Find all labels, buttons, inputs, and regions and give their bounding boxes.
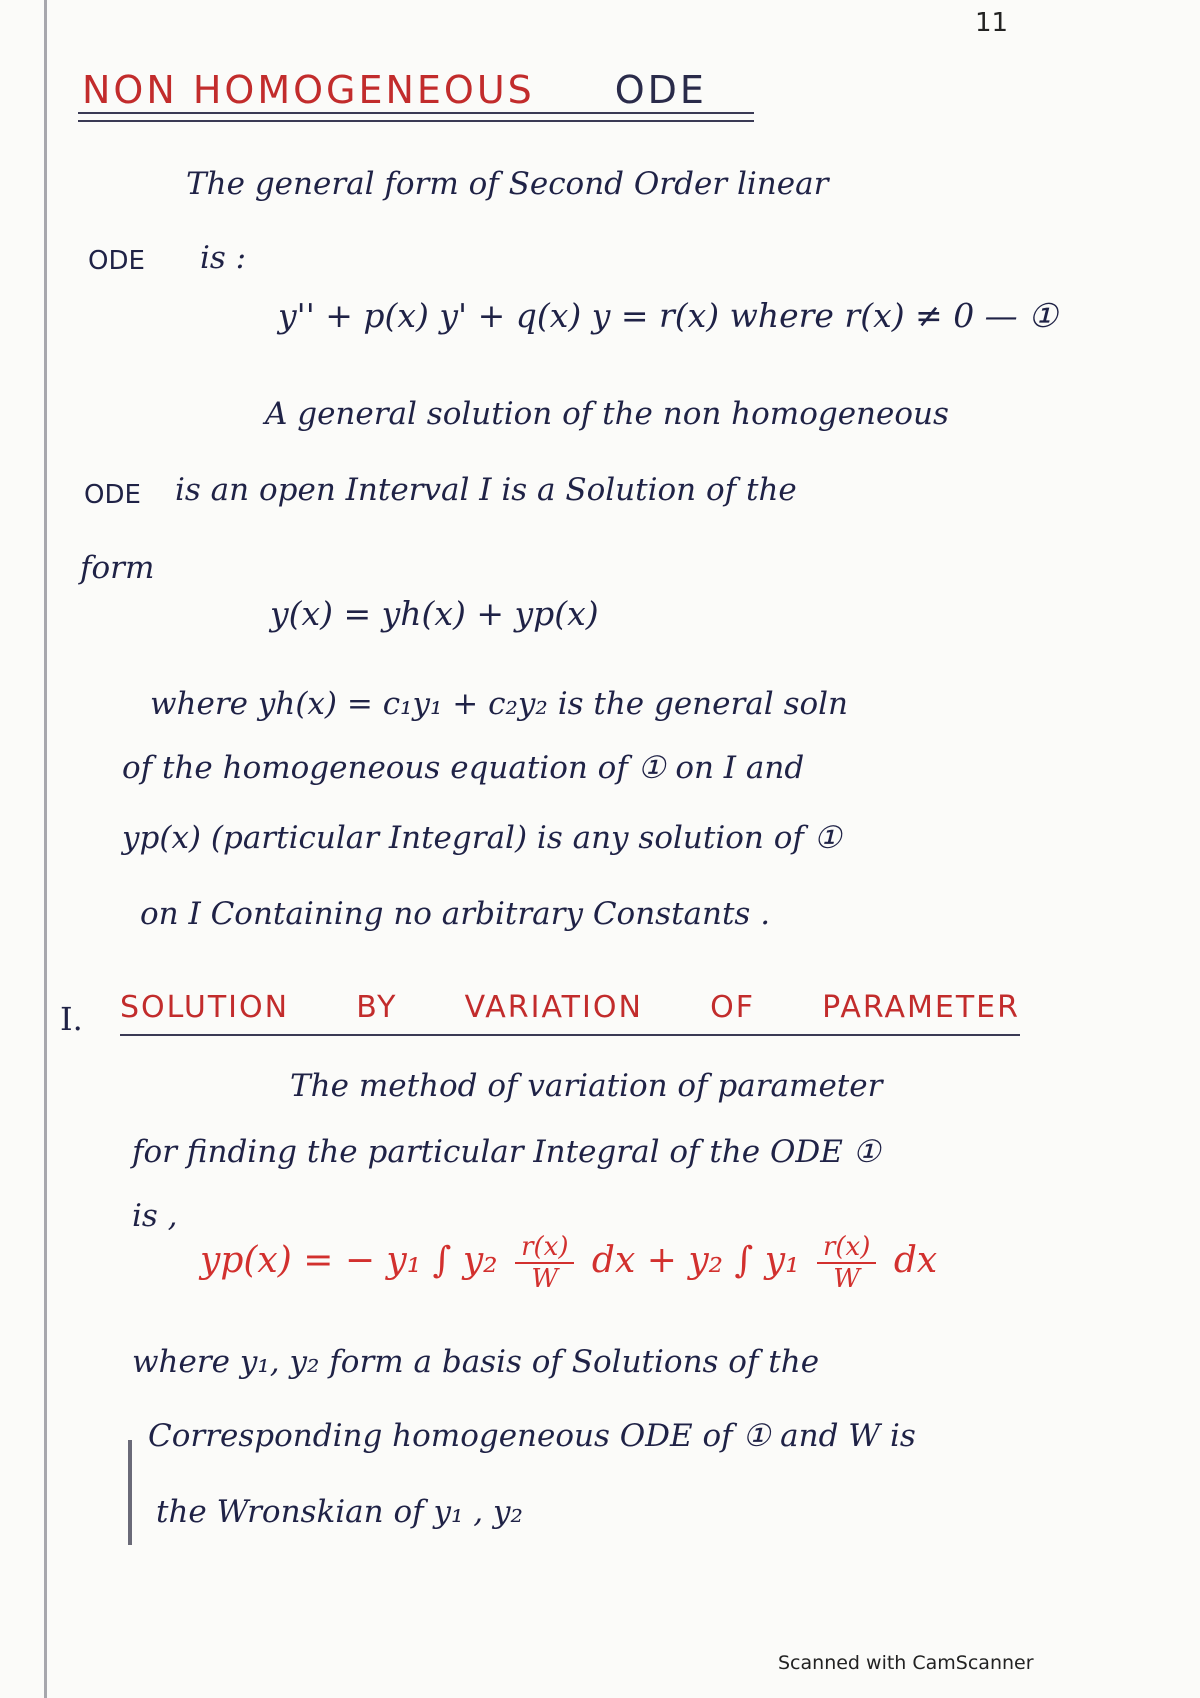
general-solution-equation: y(x) = yh(x) + yp(x) bbox=[270, 594, 599, 633]
method-line-2: for finding the particular Integral of the ODE ① bbox=[132, 1134, 881, 1170]
method-line-3: is , bbox=[132, 1198, 178, 1234]
intro-ode-label: ODE bbox=[88, 246, 145, 276]
method-line-1: The method of variation of parameter bbox=[290, 1068, 883, 1104]
section-word-5: PARAMETER bbox=[822, 990, 1020, 1025]
where-line-3: yp(x) (particular Integral) is any solution of ① bbox=[122, 820, 842, 856]
fraction-2-numerator: r(x) bbox=[817, 1232, 876, 1264]
where-line-1: where yh(x) = c₁y₁ + c₂y₂ is the general soln bbox=[150, 686, 849, 722]
title-underline-1 bbox=[78, 112, 754, 114]
fraction-2-denominator: W bbox=[833, 1264, 861, 1294]
section-word-2: BY bbox=[356, 990, 398, 1025]
page-title bbox=[82, 56, 762, 112]
formula-fraction-2 bbox=[817, 1232, 876, 1294]
scanner-watermark: Scanned with CamScanner bbox=[778, 1652, 1034, 1674]
formula-lhs: yp(x) = − y₁ ∫ y₂ bbox=[200, 1240, 498, 1281]
title-part-1: NON HOMOGENEOUS bbox=[82, 68, 535, 112]
section-underline bbox=[120, 1034, 1020, 1036]
basis-line-2: Corresponding homogeneous ODE of ① and W is bbox=[148, 1418, 916, 1454]
general-ode-label: ODE bbox=[84, 480, 141, 510]
formula-fraction-1 bbox=[515, 1232, 574, 1294]
ode-equation: y'' + p(x) y' + q(x) y = r(x) where r(x) ≠ 0 — ① bbox=[278, 296, 1058, 335]
section-word-4: OF bbox=[710, 990, 755, 1025]
section-number: I. bbox=[60, 1000, 83, 1038]
intro-line-1: The general form of Second Order linear bbox=[186, 166, 829, 202]
margin-bracket bbox=[128, 1440, 132, 1545]
fraction-1-numerator: r(x) bbox=[515, 1232, 574, 1264]
intro-line-2: is : bbox=[200, 240, 247, 276]
where-line-4: on I Containing no arbitrary Constants . bbox=[140, 896, 771, 932]
section-title bbox=[120, 990, 1020, 1025]
general-line-2: is an open Interval I is a Solution of the bbox=[175, 472, 797, 508]
page-number: 11 bbox=[975, 8, 1009, 38]
where-line-2: of the homogeneous equation of ① on I and bbox=[122, 750, 805, 786]
title-underline-2 bbox=[78, 120, 754, 122]
margin-line bbox=[44, 0, 47, 1698]
basis-line-1: where y₁, y₂ form a basis of Solutions of the bbox=[132, 1344, 820, 1380]
title-part-2: ODE bbox=[614, 68, 707, 112]
variation-formula bbox=[200, 1232, 937, 1294]
general-line-3: form bbox=[80, 550, 155, 586]
formula-middle: dx + y₂ ∫ y₁ bbox=[591, 1240, 800, 1281]
basis-line-3: the Wronskian of y₁ , y₂ bbox=[156, 1494, 523, 1530]
formula-end: dx bbox=[893, 1240, 938, 1281]
section-word-1: SOLUTION bbox=[120, 990, 290, 1025]
fraction-1-denominator: W bbox=[531, 1264, 559, 1294]
section-word-3: VARIATION bbox=[464, 990, 643, 1025]
general-line-1: A general solution of the non homogeneous bbox=[265, 396, 949, 432]
